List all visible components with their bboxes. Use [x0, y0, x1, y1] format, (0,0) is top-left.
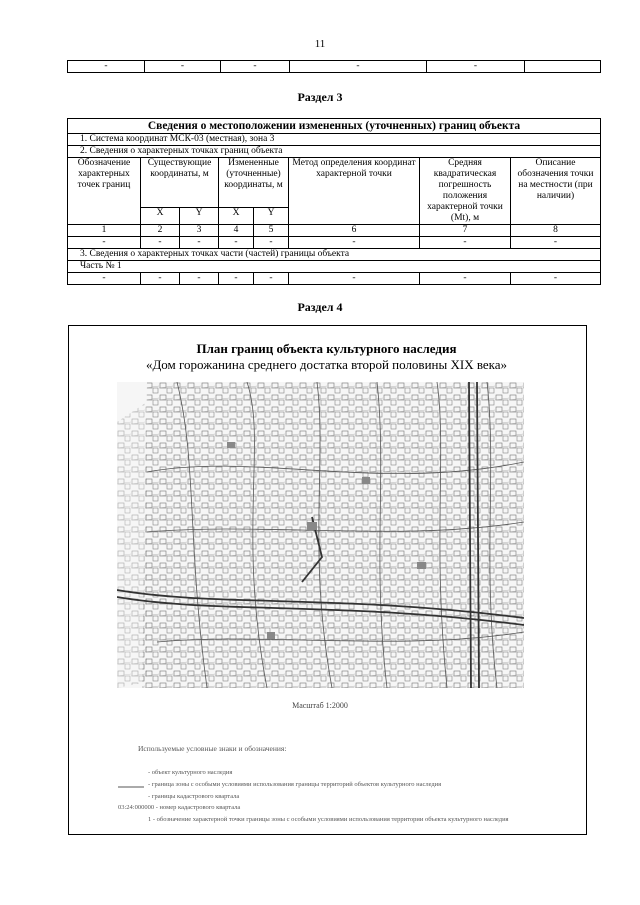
continuation-table: [67, 60, 601, 73]
legend-item: 03:24:000000 - номер кадастрового квартала: [118, 804, 241, 811]
number-cell: 6: [289, 225, 420, 237]
table-cell: -: [511, 273, 601, 285]
legend-item: - объект культурного наследия: [148, 769, 233, 776]
table-cell: -: [420, 273, 511, 285]
table-cell: -: [219, 273, 254, 285]
number-cell: 2: [141, 225, 180, 237]
plan-title: План границ объекта культурного наследия: [196, 341, 457, 356]
table-cell: -: [68, 273, 141, 285]
table-cell: -: [427, 61, 525, 73]
legend-item: 1 - обозначение характерной точки границы зоны с особыми условиями использования территории объекта культурного наследия: [148, 816, 509, 823]
cadastral-map: [117, 382, 524, 688]
header-cell: Средняя квадратическая погрешность положения характерной точки (Mt), м: [420, 158, 511, 225]
section-4-heading: Раздел 4: [297, 300, 343, 314]
table-cell: -: [141, 273, 180, 285]
plan-subtitle: «Дом горожанина среднего достатка второй половины XIX века»: [145, 357, 508, 372]
table-cell: -: [219, 237, 254, 249]
table-cell: -: [68, 237, 141, 249]
header-cell: Y: [180, 208, 219, 225]
table-cell: -: [289, 237, 420, 249]
table-cell: -: [254, 237, 289, 249]
table-row: 1. Система координат МСК-03 (местная), зона 3: [68, 134, 601, 146]
header-cell: X: [141, 208, 180, 225]
table-row: 3. Сведения о характерных точках части (частей) границы объекта: [68, 249, 601, 261]
header-cell: Описание обозначения точки на местности (при наличии): [511, 158, 601, 225]
table-title: Сведения о местоположении измененных (уточненных) границ объекта: [68, 119, 601, 134]
header-cell: Обозначение характерных точек границ: [68, 158, 141, 225]
table-cell: -: [511, 237, 601, 249]
legend-title: Используемые условные знаки и обозначения:: [138, 744, 287, 753]
number-cell: 7: [420, 225, 511, 237]
number-cell: 4: [219, 225, 254, 237]
table-cell: -: [180, 237, 219, 249]
number-cell: 3: [180, 225, 219, 237]
table-cell: [525, 61, 601, 73]
header-cell: Y: [254, 208, 289, 225]
table-cell: -: [289, 273, 420, 285]
number-cell: 8: [511, 225, 601, 237]
header-cell: Метод определения координат характерной точки: [289, 158, 420, 225]
table-cell: -: [141, 237, 180, 249]
number-cell: 5: [254, 225, 289, 237]
legend-item: - граница зоны с особыми условиями использования границы территорий объектов культурного наследия: [148, 781, 442, 788]
map-scale: Масштаб 1:2000: [292, 701, 348, 710]
header-cell: X: [219, 208, 254, 225]
table-cell: -: [180, 273, 219, 285]
page-number: 11: [314, 38, 326, 50]
header-cell: Существующие координаты, м: [141, 158, 219, 208]
table-cell: -: [290, 61, 427, 73]
section-3-heading: Раздел 3: [297, 90, 343, 104]
zone-boundary-icon: [118, 784, 144, 790]
table-cell: -: [420, 237, 511, 249]
table-row: 2. Сведения о характерных точках границ объекта: [68, 146, 601, 158]
legend-item: - границы кадастрового квартала: [148, 793, 240, 800]
coordinates-table: [67, 118, 601, 285]
table-cell: -: [145, 61, 221, 73]
number-cell: 1: [68, 225, 141, 237]
table-row: Часть № 1: [68, 261, 601, 273]
header-cell: Измененные (уточненные) координаты, м: [219, 158, 289, 208]
table-cell: -: [221, 61, 290, 73]
table-cell: -: [254, 273, 289, 285]
table-cell: -: [68, 61, 145, 73]
